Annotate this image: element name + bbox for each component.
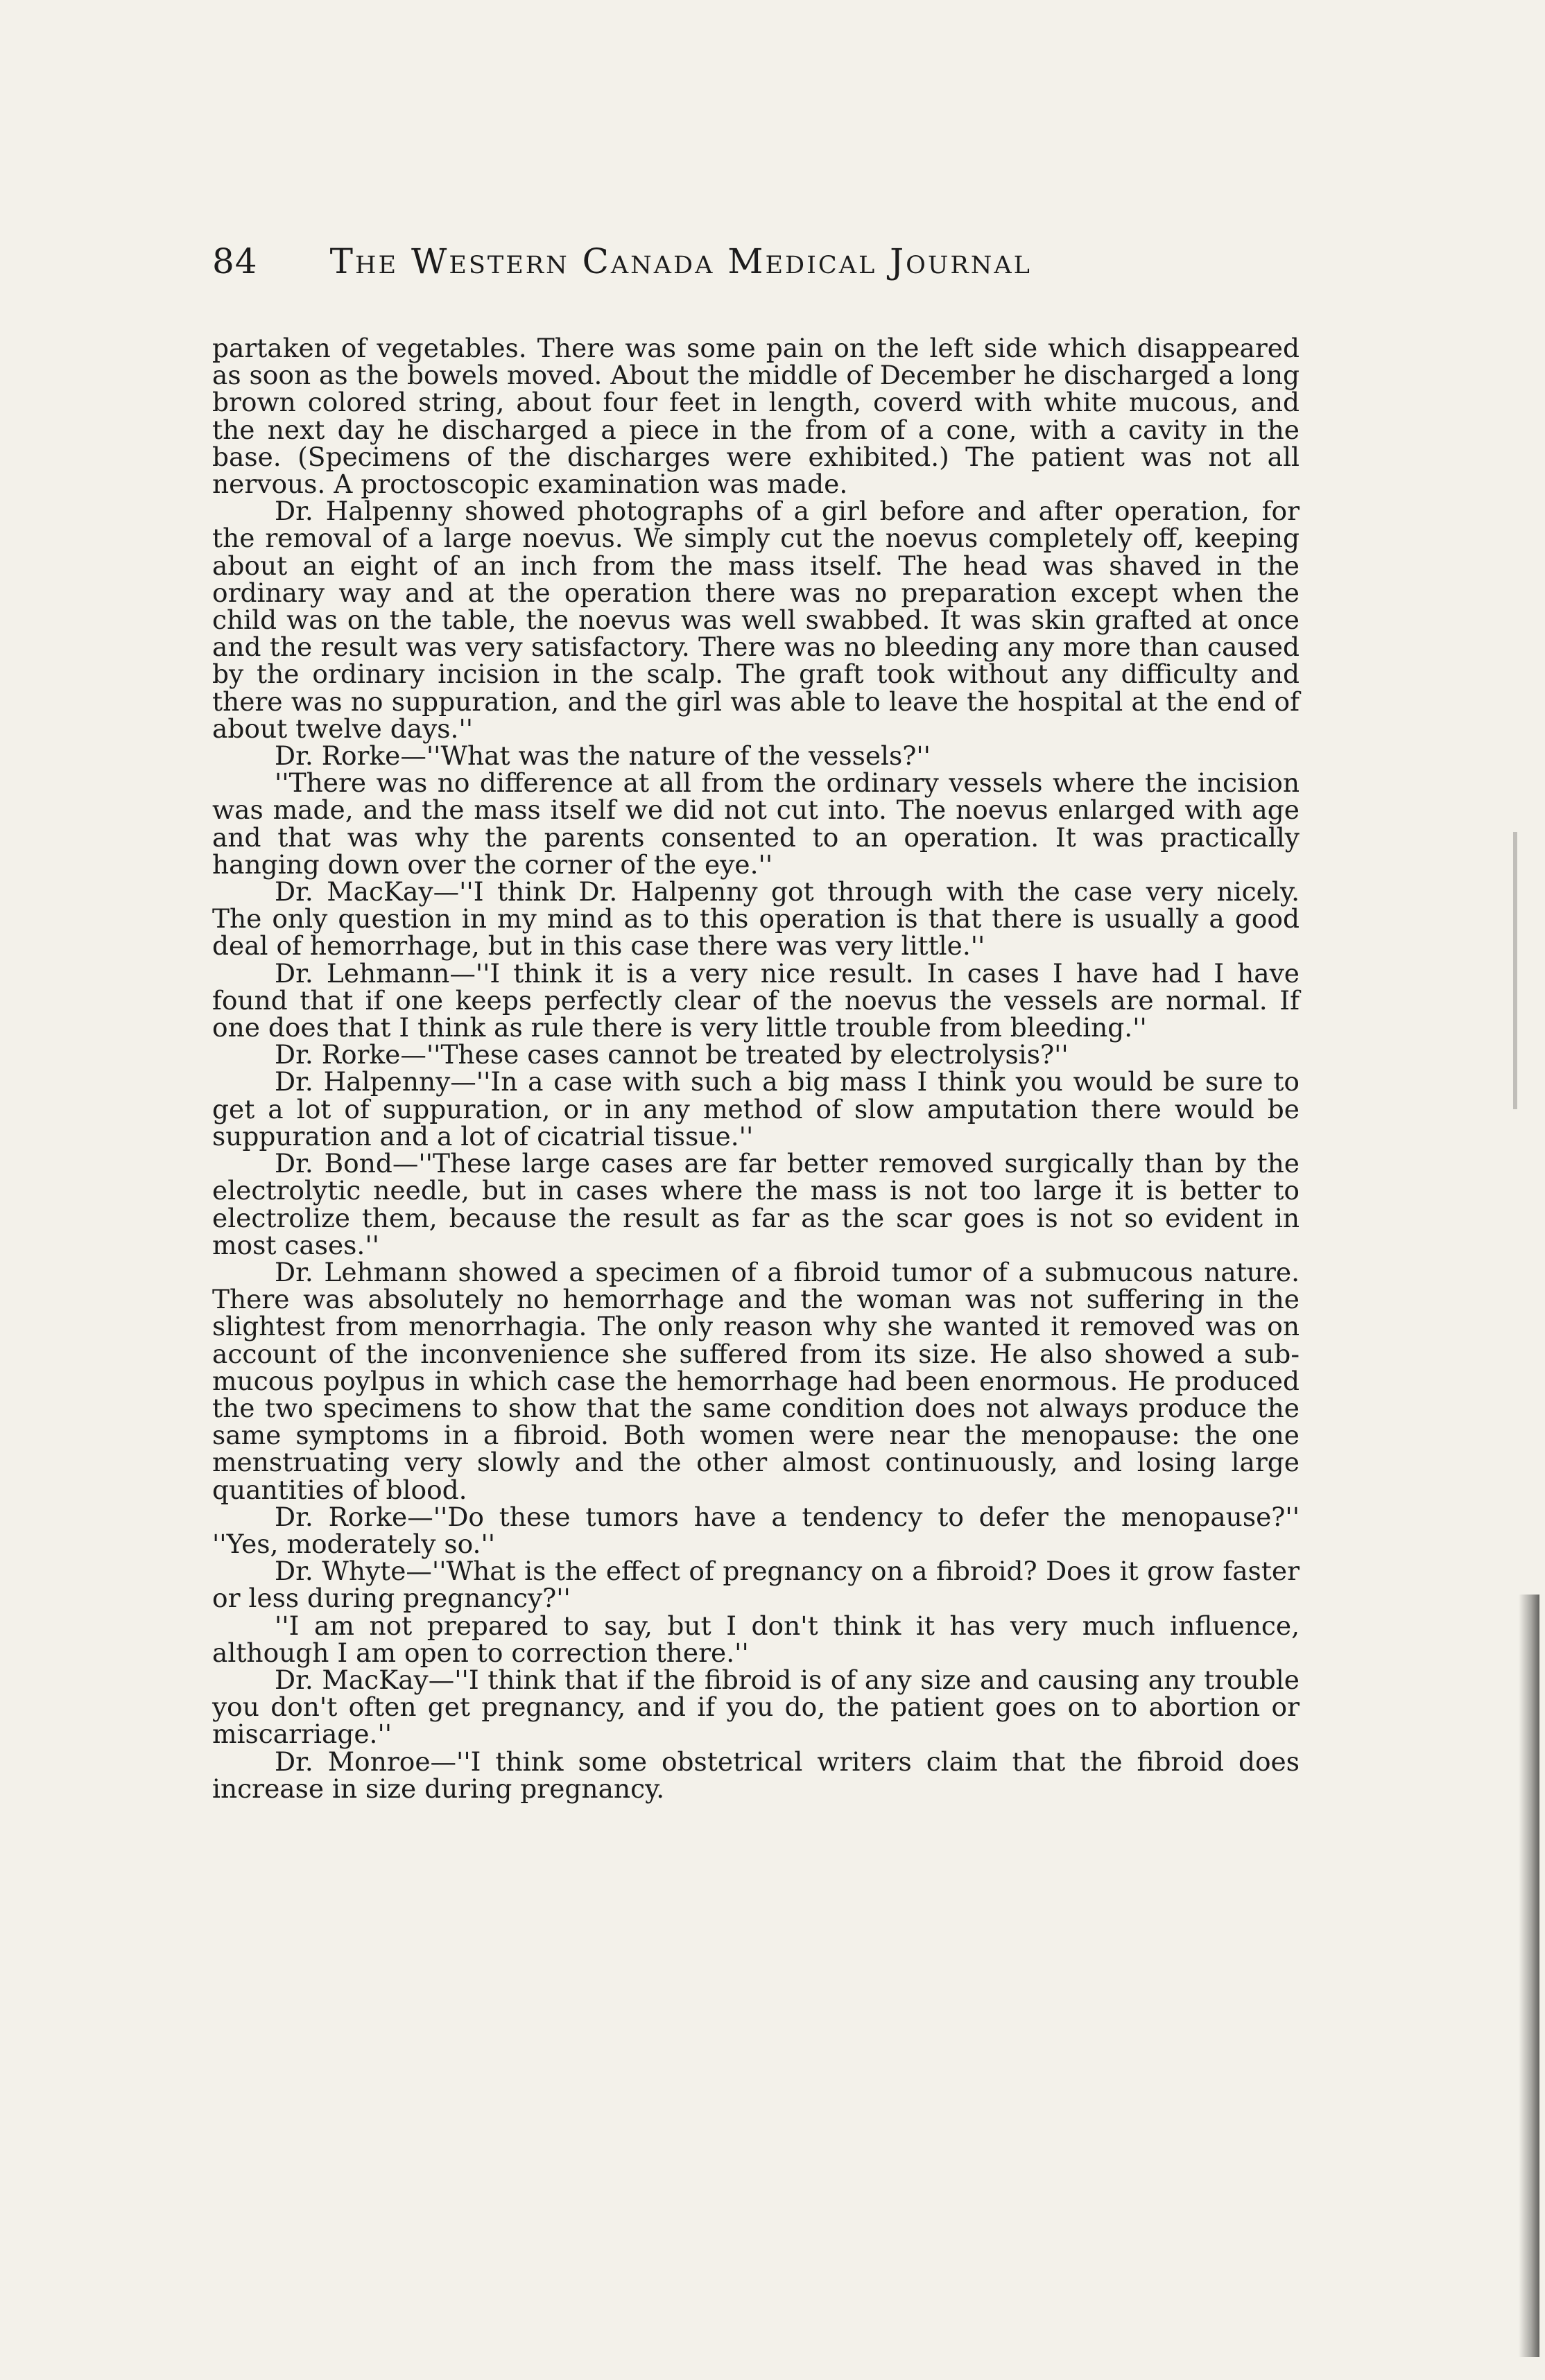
article-body <box>212 335 1300 1803</box>
paragraph: Dr. Rorke—''These cases cannot be treated by electrolysis?'' <box>275 1039 1069 1070</box>
paragraph: Dr. Lehmann—''I think it is a very nice result. In cases I have had I have found that if one keeps perfectly clear of the noevus the vessels are normal. If one does that I think as rule there is very little trouble from bleeding.'' <box>212 957 1300 1043</box>
paragraph: Dr. Rorke—''What was the nature of the vessels?'' <box>275 740 931 772</box>
journal-title: The Western Canada Medical Journal <box>329 241 1032 281</box>
running-header <box>212 241 1252 290</box>
paragraph: ''There was no difference at all from the ordinary vessels where the incision was made, and the mass itself we did not cut into. The noevus enlarged with age and that was why the parents consented to an operation. It was practically hanging down over the corner of the eye.'' <box>212 767 1300 880</box>
paragraph: Dr. Lehmann showed a specimen of a fibroid tumor of a submucous nature. There was absolutely no hemorrhage and the woman was not suffering in the slightest from menorrhagia. The only reason why she wanted it removed was on account of the inconvenience she suffered from its size. He also showed a sub-mucous poylpus in which case the hemorrhage had been enormous. He produced the two specimens to show that the same condition does not always produce the same symptoms in a fibroid. Both women were near the menopause: the one menstruating very slowly and the other almost continuously, and losing large quantities of blood. <box>212 1256 1300 1505</box>
page-number: 84 <box>212 241 258 281</box>
paragraph: Dr. Halpenny showed photographs of a girl before and after operation, for the removal of a large noevus. We simply cut the noevus completely off, keeping about an eight of an inch from the mass itself. The head was shaved in the ordinary way and at the operation there was no preparation except when the child was on the table, the noevus was well swabbed. It was skin grafted at once and the result was very satisfactory. There was no bleeding any more than caused by the ordinary incision in the scalp. The graft took without any difficulty and there was no suppuration, and the girl was able to leave the hospital at the end of about twelve days.'' <box>212 496 1300 744</box>
paragraph: Dr. MacKay—''I think that if the fibroid is of any size and causing any trouble you don't often get pregnancy, and if you do, the patient goes on to abortion or miscarriage.'' <box>212 1664 1300 1750</box>
paragraph: ''I am not prepared to say, but I don't think it has very much influence, although I am open to correction there.'' <box>212 1610 1300 1668</box>
paragraph: partaken of vegetables. There was some pain on the left side which disappeared as soon as the bowels moved. About the middle of December he discharged a long brown colored string, about four feet in length, coverd with white mucous, and the next day he discharged a piece in the from of a cone, with a cavity in the base. (Specimens of the discharges were exhibited.) The patient was not all nervous. A proctoscopic examination was made. <box>212 333 1300 500</box>
paragraph: Dr. MacKay—''I think Dr. Halpenny got through with the case very nicely. The only question in my mind as to this operation is that there is usually a good deal of hemorrhage, but in this case there was very little.'' <box>212 876 1300 962</box>
paragraph: Dr. Monroe—''I think some obstetrical writers claim that the fibroid does increase in size during pregnancy. <box>212 1746 1300 1804</box>
paragraph: Dr. Bond—''These large cases are far better removed surgically than by the electrolytic needle, but in cases where the mass is not too large it is better to electrolize them, because the result as far as the scar goes is not so evident in most cases.'' <box>212 1148 1300 1260</box>
paragraph: Dr. Rorke—''Do these tumors have a tendency to defer the menopause?'' ''Yes, moderately so.'' <box>212 1501 1300 1559</box>
paragraph: Dr. Halpenny—''In a case with such a big mass I think you would be sure to get a lot of suppuration, or in any method of slow amputation there would be suppuration and a lot of cicatrial tissue.'' <box>212 1066 1300 1152</box>
scan-shadow <box>1513 832 1517 1109</box>
scan-binding-edge <box>1519 1595 1539 2357</box>
paragraph: Dr. Whyte—''What is the effect of pregnancy on a fibroid? Does it grow faster or less during pregnancy?'' <box>212 1556 1300 1614</box>
